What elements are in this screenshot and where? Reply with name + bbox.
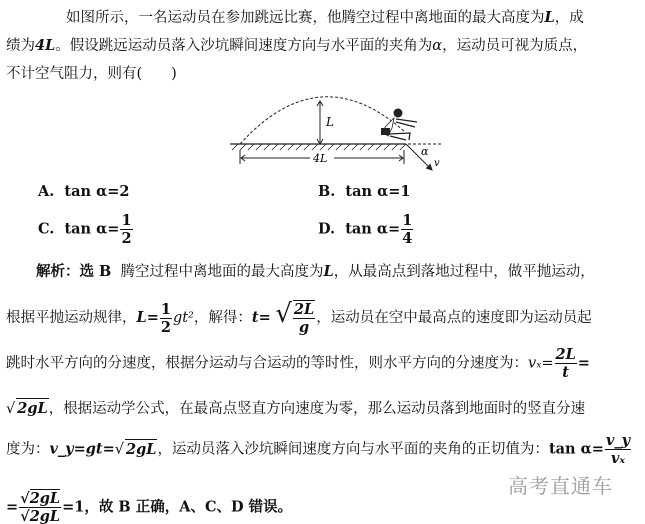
formula: L= bbox=[136, 309, 159, 326]
option-value: 2 bbox=[119, 183, 130, 200]
ground-hatching bbox=[232, 144, 406, 150]
sqrt-sign: √ bbox=[114, 441, 124, 458]
option-value: 1 bbox=[400, 183, 411, 200]
option-letter: A. bbox=[38, 183, 55, 200]
option-letter: B. bbox=[318, 183, 336, 200]
var-alpha: α bbox=[432, 38, 443, 54]
option-a[interactable] bbox=[38, 183, 130, 200]
question-text: 不计空气阻力，则有( ) bbox=[6, 66, 177, 82]
explanation-line-6 bbox=[6, 490, 292, 524]
formula: 2gL bbox=[126, 440, 157, 458]
fraction: $\frac{2L}{g}$ bbox=[293, 301, 315, 336]
formula: t= bbox=[251, 309, 271, 326]
text: ，从最高点到落地过程中，做平抛运动， bbox=[333, 264, 595, 280]
option-letter: D. bbox=[318, 220, 336, 238]
formula: = bbox=[577, 354, 590, 372]
question-text: ，运动员可视为质点， bbox=[442, 38, 588, 54]
option-expr: tan α= bbox=[64, 220, 120, 238]
angle-label: α bbox=[421, 145, 429, 158]
question-text: 绩为 bbox=[6, 38, 35, 54]
option-d[interactable] bbox=[318, 212, 414, 247]
text: 跳时水平方向的分速度，根据分运动与合运动的等时性，则水平方向的分速度为： bbox=[6, 355, 528, 372]
text: ，解得： bbox=[193, 310, 252, 326]
explanation-line-3 bbox=[6, 346, 590, 381]
var-L: L bbox=[544, 9, 555, 26]
text: 根据平抛运动规律， bbox=[6, 310, 137, 326]
explanation-line-5 bbox=[6, 432, 632, 467]
formula: v_y=gt= bbox=[49, 440, 115, 458]
fraction: $\frac{1}{2}$ bbox=[121, 212, 132, 247]
question-text: 。假设跳远运动员落入沙坑瞬间速度方向与水平面的夹角为 bbox=[55, 38, 433, 54]
height-label: L bbox=[326, 115, 334, 129]
option-b[interactable] bbox=[318, 183, 411, 200]
option-letter: C. bbox=[38, 220, 55, 238]
option-expr: tan α= bbox=[64, 183, 120, 200]
var-L: L bbox=[323, 263, 334, 280]
fraction: $\frac{√2gL}{√2gL}$ bbox=[20, 490, 61, 524]
sqrt-sign: √ bbox=[275, 299, 292, 329]
fraction: $\frac{v\_y}{\text{vₓ}}$ bbox=[605, 432, 631, 467]
text: ，运动员在空中最高点的速度即为运动员起 bbox=[316, 310, 592, 326]
watermark: 高考直通车 bbox=[508, 474, 613, 498]
answer-choice: 选 B bbox=[79, 263, 112, 280]
option-expr: tan α= bbox=[345, 183, 401, 200]
question-text: 如图所示，一名运动员在参加跳远比赛，他腾空过程中离地面的最大高度为 bbox=[66, 10, 545, 26]
option-c[interactable] bbox=[38, 212, 134, 247]
formula: = bbox=[6, 498, 19, 516]
fraction: $\frac{1}{2}$ bbox=[160, 300, 171, 336]
athlete-figure bbox=[381, 109, 417, 141]
explanation-line-2 bbox=[6, 300, 592, 336]
text: 腾空过程中离地面的最大高度为 bbox=[120, 264, 324, 280]
formula: 2gL bbox=[17, 400, 48, 417]
text: ，运动员落入沙坑瞬间速度方向与水平面的夹角的正切值为： bbox=[157, 441, 549, 458]
text: 度为： bbox=[6, 441, 50, 458]
question-line-3 bbox=[6, 64, 177, 84]
distance-label: 4L bbox=[313, 152, 328, 165]
question-line-2 bbox=[6, 36, 587, 56]
long-jump-diagram bbox=[220, 80, 450, 175]
velocity-label: v bbox=[434, 158, 440, 169]
fraction: $\frac{1}{4}$ bbox=[402, 212, 413, 247]
text: ，根据运动学公式，在最高点竖直方向速度为零，那么运动员落到地面时的竖直分速 bbox=[48, 401, 586, 417]
question-text: ，成 bbox=[554, 10, 584, 26]
option-expr: tan α= bbox=[345, 220, 401, 238]
sqrt-sign: √ bbox=[6, 401, 16, 417]
var-4L: 4L bbox=[35, 37, 56, 54]
explanation-line-1 bbox=[36, 262, 595, 282]
formula: gt² bbox=[172, 310, 194, 326]
fraction: $\frac{2L}{t}$ bbox=[555, 346, 576, 381]
explanation-line-4 bbox=[6, 398, 585, 419]
formula: tan α= bbox=[548, 440, 604, 458]
question-line-1 bbox=[66, 8, 584, 28]
explanation-label: 解析： bbox=[36, 263, 80, 280]
trajectory-curve bbox=[240, 97, 405, 144]
conclusion-text: =1，故 B 正确，A、C、D 错误。 bbox=[62, 498, 293, 516]
formula: vₓ= bbox=[528, 355, 554, 372]
